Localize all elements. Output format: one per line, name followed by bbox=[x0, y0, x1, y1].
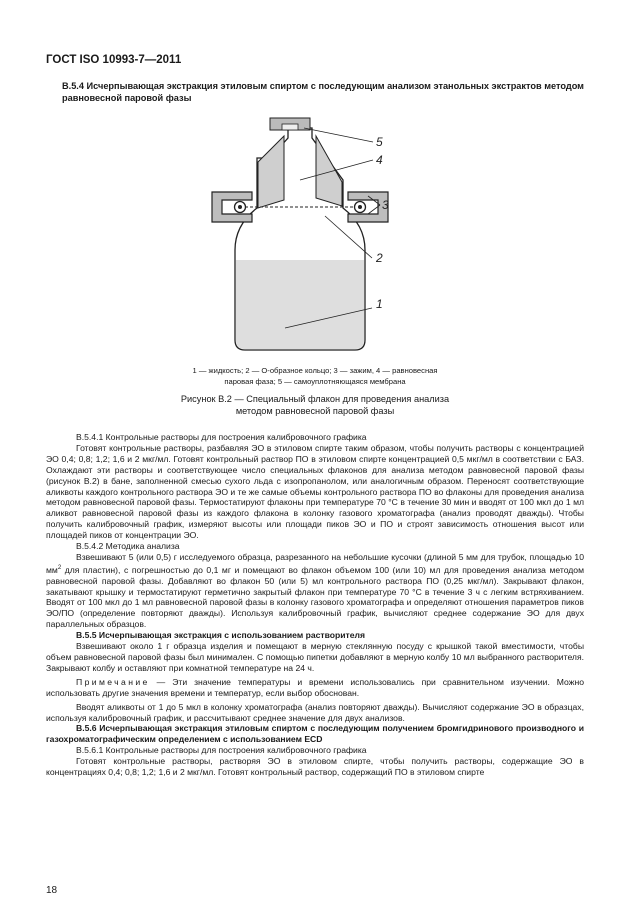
page-number: 18 bbox=[46, 885, 58, 896]
paragraph-part: для пластин), с погрешностью до 0,1 мг и помещают во флакон объемом 100 (или 10) мл для проведения анализа методом равновесной паровой фазы. Добавляют во флакон 50 (или 5) мл контрольного раствора ПО (0,25 мкг/мл). Закрывают флакон, закатывают крышку и термостатируют герметично закрытый флакон при температуре 70 °С в течение 3 ч с легким встряхиванием. Вводят от 100 мкл до 1 мл равновесной паровой фазы в колонку газового хроматографа и определяют отношения параметров пиков ЭО/ПО (определение повторяют дважды). Используя калибровочный график, вычисляют среднее содержание ЭО для двух параллельных образцов. bbox=[46, 564, 584, 630]
paragraph: Готовят контрольные растворы, разбавляя ЭО в этиловом спирте таким образом, чтобы получить растворы с концентрацией ЭО 0,4; 0,8; 1,2; 1,6 и 2 мкг/мл. Готовят контрольный раствор ПО в этиловом спирте концентрацией 0,5 мкг/мл в соответствии с БАЗ. Охлаждают эти растворы и соответствующее число специальных флаконов для анализа методом равновесной паровой фазы (рисунок В.2) в бане, заполненной смесью сухого льда с изопропанолом, или аналогичным образом. Переносят соответствующие аликвоты каждого контрольного раствора ЭО и те же самые объемы контрольного раствора ПО во флаконы для проведения анализа методом равновесной паровой фазы. Термостатируют флаконы при температуре 70 °С в течение 30 мин и вводят от 100 мкл до 1 мл аликвот равновесной паровой фазы из каждого флакона в колонку газового хроматографа (анализ проводят дважды). Чтобы получить калибровочный график, измеряют высоты или площади пиков ЭО и ПО и строят зависимость отношения высот или площадей пиков от концентрации ЭО. bbox=[46, 442, 584, 541]
caption-line: Рисунок В.2 — Специальный флакон для проведения анализа bbox=[180, 394, 450, 404]
figure-caption bbox=[150, 394, 480, 417]
section-title: В.5.4 Исчерпывающая экстракция этиловым спиртом с последующим анализом этанольных экстрактов методом равновесной паровой фазы bbox=[62, 81, 584, 103]
paragraph: Готовят контрольные растворы, растворяя ЭО в этиловом спирте, чтобы получить растворы, содержащие ЭО в концентрациях 0,4; 0,8; 1,2; 1,6 и 2 мкг/мл. Готовят контрольный раствор, содержащий ПО в этиловом спирте bbox=[46, 756, 584, 778]
callout-1: 1 bbox=[376, 297, 383, 311]
callout-5: 5 bbox=[376, 135, 383, 149]
superscript: 2 bbox=[57, 564, 62, 571]
subsection-heading: В.5.6 Исчерпывающая экстракция этиловым спиртом с последующим получением бромгидринового производного и газохроматографическим определением с использованием ECD bbox=[46, 723, 584, 745]
legend-line: 1 — жидкость; 2 — О-образное кольцо; 3 — зажим, 4 — равновесная bbox=[192, 366, 438, 375]
paragraph: В.5.4.2 Методика анализа bbox=[76, 541, 180, 552]
subsection-heading: В.5.5 Исчерпывающая экстракция с использованием растворителя bbox=[76, 630, 366, 641]
paragraph: Взвешивают около 1 г образца изделия и помещают в мерную стеклянную посуду с крышкой такой вместимости, чтобы объем равновесной паровой фазы был минимален. С помощью пипетки добавляют в мерную колбу 10 мл выбранного растворителя. Закрывают колбу и оставляют при комнатной температуре на 24 ч. bbox=[46, 641, 584, 673]
document-code: ГОСТ ISO 10993-7—2011 bbox=[46, 54, 182, 66]
paragraph-part: Взвешивают 5 (или 0,5) г исследуемого образца, разрезанного на небольшие кусочки (длиной 5 мм для трубок, площадью 10 мм bbox=[46, 551, 584, 575]
paragraph: Вводят аликвоты от 1 до 5 мкл в колонку хроматографа (анализ повторяют дважды). Вычисляют содержание ЭО в образцах, используя калибровочный график, и рассчитывают среднее значение для двух анализов. bbox=[46, 701, 584, 723]
note-text: — Эти значение температуры и времени использовались при сравнительном изучении. Можно использовать другие значения времени и температур, если выбор обоснован. bbox=[46, 676, 584, 698]
headspace-vial-figure bbox=[200, 110, 400, 360]
callout-4: 4 bbox=[376, 153, 383, 167]
callout-3: 3 bbox=[382, 198, 389, 212]
callout-2: 2 bbox=[376, 251, 383, 265]
legend-line: паровая фаза; 5 — самоуплотняющаяся мембрана bbox=[224, 376, 406, 386]
figure-legend bbox=[150, 366, 480, 387]
paragraph: В.5.6.1 Контрольные растворы для построения калибровочного графика bbox=[76, 745, 367, 756]
note-label: Примечание bbox=[76, 676, 150, 687]
liquid-fill bbox=[236, 260, 364, 349]
note bbox=[46, 677, 584, 699]
caption-line: методом равновесной паровой фазы bbox=[235, 405, 395, 416]
body-text bbox=[46, 432, 584, 778]
paragraph bbox=[46, 552, 584, 630]
paragraph: В.5.4.1 Контрольные растворы для построения калибровочного графика bbox=[76, 432, 367, 442]
